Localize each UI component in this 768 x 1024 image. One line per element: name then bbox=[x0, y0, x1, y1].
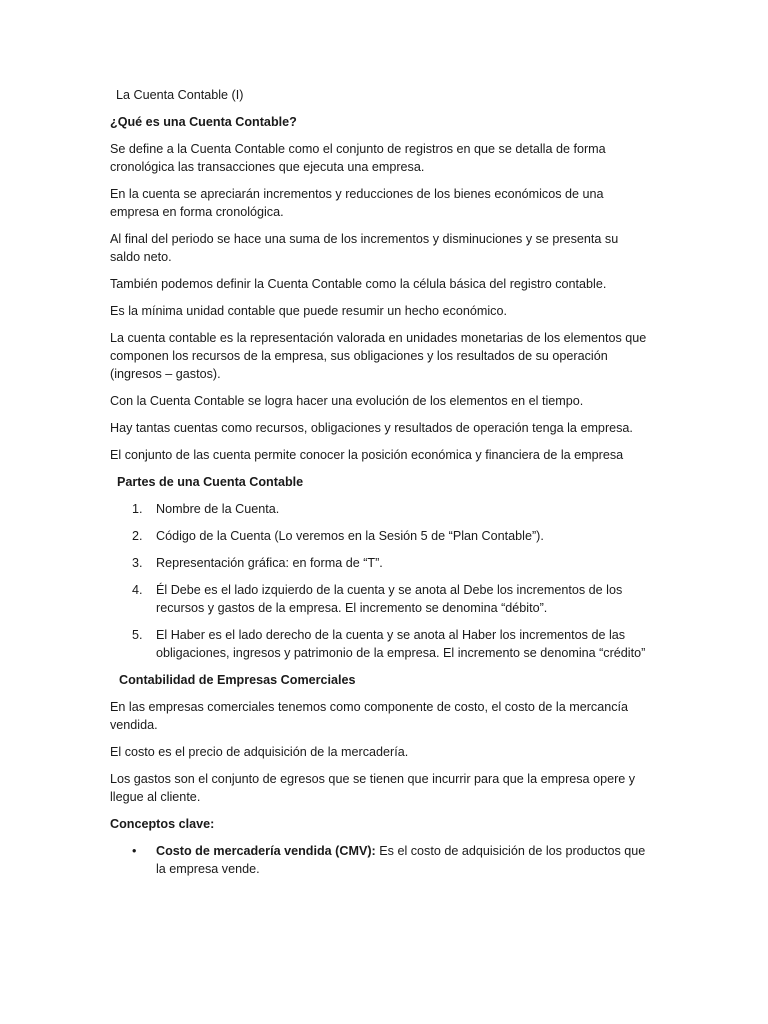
paragraph: La cuenta contable es la representación valorada en unidades monetarias de los elementos que componen los recursos de la empresa, sus obligaciones y los resultados de su operación (ingresos – gastos). bbox=[110, 331, 647, 381]
list-item bbox=[110, 500, 650, 518]
list-item-text: El Haber es el lado derecho de la cuenta y se anota al Haber los incrementos de las obligaciones, ingresos y patrimonio de la empresa. El incremento se denomina “crédito” bbox=[156, 628, 646, 660]
list-item bbox=[110, 842, 650, 878]
document-body bbox=[110, 86, 650, 878]
concepts-list bbox=[110, 842, 650, 878]
concept-term: Costo de mercadería vendida (CMV): bbox=[156, 844, 376, 858]
paragraph: Al final del periodo se hace una suma de los incrementos y disminuciones y se presenta su saldo neto. bbox=[110, 232, 619, 264]
bullet-icon: • bbox=[132, 844, 137, 858]
paragraph: El costo es el precio de adquisición de la mercadería. bbox=[110, 745, 409, 759]
paragraph: Los gastos son el conjunto de egresos que se tienen que incurrir para que la empresa opere y llegue al cliente. bbox=[110, 772, 636, 804]
question-heading: ¿Qué es una Cuenta Contable? bbox=[110, 115, 297, 129]
list-number: 3. bbox=[132, 556, 143, 570]
list-item-text: Él Debe es el lado izquierdo de la cuenta y se anota al Debe los incrementos de los recursos y gastos de la empresa. El incremento se denomina “débito”. bbox=[156, 583, 623, 615]
list-number: 5. bbox=[132, 628, 143, 642]
list-item bbox=[110, 527, 650, 545]
list-item-text: Representación gráfica: en forma de “T”. bbox=[156, 556, 383, 570]
parts-heading: Partes de una Cuenta Contable bbox=[117, 475, 304, 489]
list-item-text: Código de la Cuenta (Lo veremos en la Sesión 5 de “Plan Contable”). bbox=[156, 529, 544, 543]
document-title: La Cuenta Contable (I) bbox=[116, 88, 244, 102]
paragraph: Es la mínima unidad contable que puede resumir un hecho económico. bbox=[110, 304, 507, 318]
list-item bbox=[110, 581, 650, 617]
list-number: 2. bbox=[132, 529, 143, 543]
list-item bbox=[110, 626, 650, 662]
list-number: 1. bbox=[132, 502, 143, 516]
paragraph: Se define a la Cuenta Contable como el conjunto de registros en que se detalla de forma cronológica las transacciones que ejecuta una empresa. bbox=[110, 142, 606, 174]
paragraph: El conjunto de las cuenta permite conocer la posición económica y financiera de la empresa bbox=[110, 448, 624, 462]
paragraph: Hay tantas cuentas como recursos, obligaciones y resultados de operación tenga la empresa. bbox=[110, 421, 633, 435]
concept-definition: Es el costo de adquisición de los productos que la empresa vende. bbox=[156, 844, 646, 876]
concepts-heading: Conceptos clave: bbox=[110, 817, 215, 831]
commercial-heading: Contabilidad de Empresas Comerciales bbox=[119, 673, 356, 687]
parts-list bbox=[110, 500, 650, 662]
paragraph: En las empresas comerciales tenemos como componente de costo, el costo de la mercancía vendida. bbox=[110, 700, 628, 732]
paragraph: Con la Cuenta Contable se logra hacer una evolución de los elementos en el tiempo. bbox=[110, 394, 584, 408]
list-number: 4. bbox=[132, 583, 143, 597]
list-item bbox=[110, 554, 650, 572]
paragraph: También podemos definir la Cuenta Contable como la célula básica del registro contable. bbox=[110, 277, 607, 291]
paragraph: En la cuenta se apreciarán incrementos y reducciones de los bienes económicos de una empresa en forma cronológica. bbox=[110, 187, 604, 219]
list-item-text: Nombre de la Cuenta. bbox=[156, 502, 280, 516]
